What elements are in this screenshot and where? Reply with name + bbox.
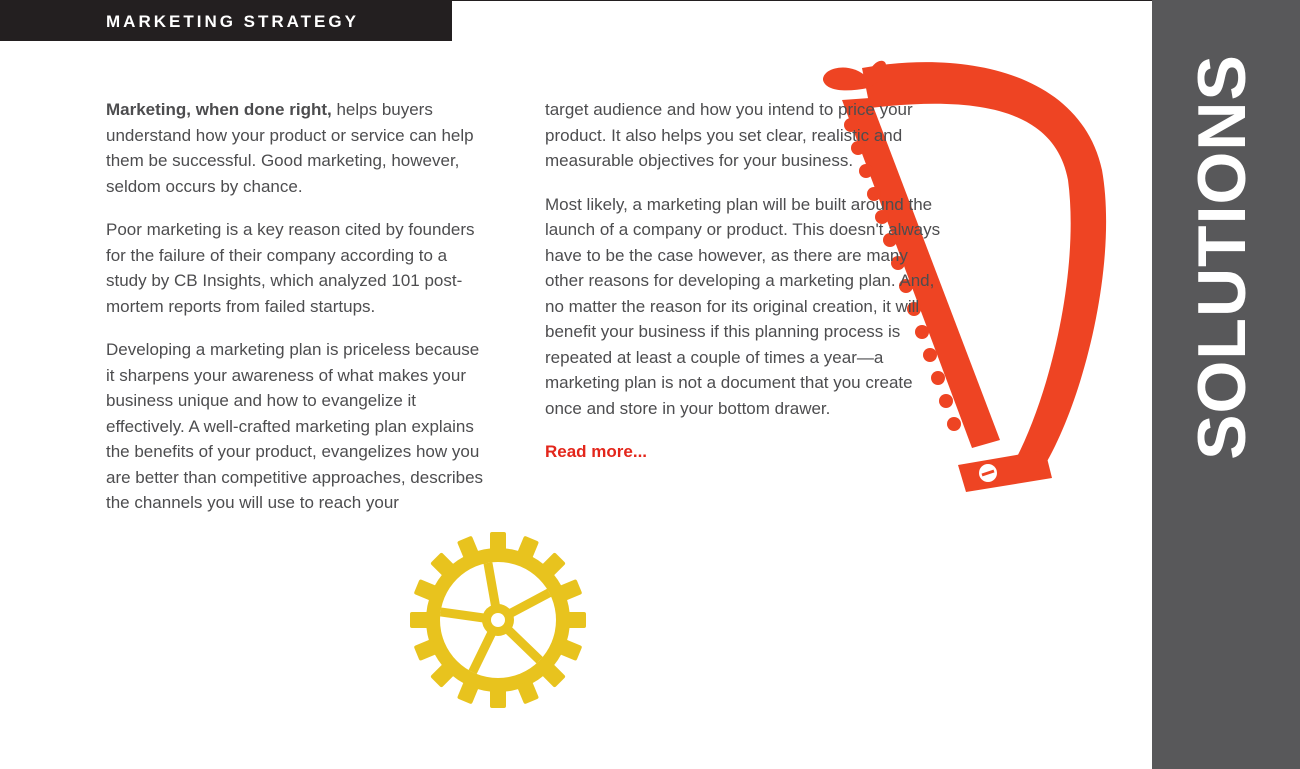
sidebar-label: SOLUTIONS xyxy=(1184,54,1260,460)
paragraph-2: Poor marketing is a key reason cited by founders for the failure of their company according to a study by CB Insights, which analyzed 101 post-mortem reports from failed startups. xyxy=(106,220,475,316)
read-more-link[interactable]: Read more... xyxy=(545,442,648,461)
article-right-column xyxy=(545,97,945,483)
article-left-column xyxy=(106,97,491,534)
paragraph-5: Most likely, a marketing plan will be built around the launch of a company or product. This doesn't always have to be the case however, as there are many other reasons for developing a marketing plan. And, no matter the reason for its original creation, it will benefit your business if this planning process is repeated at least a couple of times a year—a marketing plan is not a document that you create once and store in your bottom drawer. xyxy=(545,194,941,418)
paragraph-1 xyxy=(106,97,491,199)
paragraph-1-body: helps buyers understand how your product or service can help them be successful. Good marketing, however, seldom occurs by chance. xyxy=(106,100,474,196)
read-more-wrapper xyxy=(545,439,945,465)
section-title: MARKETING STRATEGY xyxy=(106,12,359,31)
paragraph-4: target audience and how you intend to price your product. It also helps you set clear, realistic and measurable objectives for your business. xyxy=(545,100,913,170)
gear-icon xyxy=(408,530,588,710)
top-rule xyxy=(452,0,1152,1)
paragraph-1-lead: Marketing, when done right, xyxy=(106,100,332,119)
paragraph-3: Developing a marketing plan is priceless because it sharpens your awareness of what makes your business unique and how to evangelize it effectively. A well-crafted marketing plan explains the benefits of your product, evangelizes how you are better than competitive approaches, describes the channels you will use to reach your xyxy=(106,340,484,512)
section-header-bar xyxy=(0,0,452,41)
